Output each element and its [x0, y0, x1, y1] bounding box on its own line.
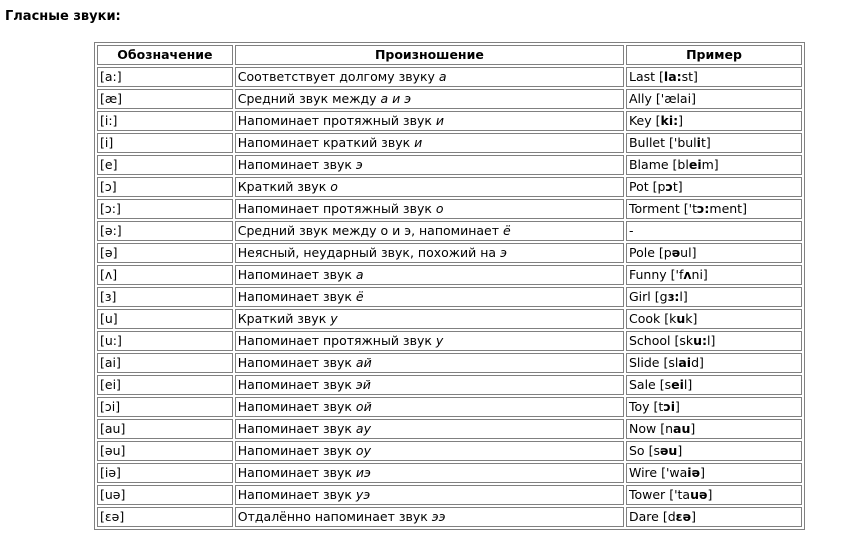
example-transcription-part: ai: [678, 355, 692, 370]
table-row: [97, 463, 802, 483]
cell-symbol: [ai]: [97, 353, 233, 373]
table-row: [97, 397, 802, 417]
example-word: Girl: [628, 289, 651, 304]
header-example: Пример: [626, 45, 802, 65]
example-word: Pole: [628, 245, 655, 260]
cell-symbol: [ei]: [97, 375, 233, 395]
cell-symbol: [au]: [97, 419, 233, 439]
cell-pronunciation: [235, 463, 624, 483]
example-word: Funny: [628, 267, 667, 282]
pronunciation-text: Средний звук между о и э, напоминает: [237, 223, 503, 238]
example-transcription-part: k]: [685, 311, 698, 326]
header-pronunciation: Произношение: [235, 45, 624, 65]
pronunciation-text: Напоминает звук: [237, 157, 356, 172]
header-symbol: Обозначение: [97, 45, 233, 65]
example-transcription-part: ni]: [691, 267, 708, 282]
cell-pronunciation: [235, 287, 624, 307]
cell-symbol: [i]: [97, 133, 233, 153]
pronunciation-text: Напоминает протяжный звук: [237, 201, 436, 216]
cell-pronunciation: [235, 67, 624, 87]
cell-symbol: [əu]: [97, 441, 233, 461]
cell-symbol: [ə:]: [97, 221, 233, 241]
pronunciation-hint: и: [435, 113, 444, 128]
table-row: [97, 133, 802, 153]
example-transcription-part: ɛə: [675, 509, 692, 524]
table-row: [97, 419, 802, 439]
pronunciation-hint: ой: [355, 399, 372, 414]
example-transcription-part: d]: [691, 355, 704, 370]
table-row: [97, 441, 802, 461]
cell-pronunciation: [235, 331, 624, 351]
example-transcription-part: ['f: [670, 267, 684, 282]
table-row: [97, 309, 802, 329]
cell-pronunciation: [235, 375, 624, 395]
example-transcription-part: m]: [701, 157, 719, 172]
example-transcription-part: ['ælai]: [655, 91, 696, 106]
pronunciation-hint: эй: [355, 377, 371, 392]
cell-symbol: [ɜ]: [97, 287, 233, 307]
pronunciation-hint: иэ: [355, 465, 371, 480]
pronunciation-hint: уэ: [355, 487, 371, 502]
example-transcription-part: [k: [664, 311, 677, 326]
pronunciation-text: Отдалённо напоминает звук: [237, 509, 432, 524]
example-transcription-part: ]: [677, 443, 683, 458]
example-word: Torment: [628, 201, 680, 216]
pronunciation-hint: и: [414, 135, 423, 150]
example-word: Bullet: [628, 135, 666, 150]
pronunciation-text: Напоминает звук: [237, 289, 356, 304]
example-transcription-part: [d: [662, 509, 676, 524]
cell-example: [626, 353, 802, 373]
cell-example: [626, 67, 802, 87]
example-transcription-part: [sk: [674, 333, 694, 348]
cell-symbol: [ɔ:]: [97, 199, 233, 219]
cell-pronunciation: [235, 309, 624, 329]
cell-pronunciation: [235, 111, 624, 131]
example-transcription-part: l]: [679, 289, 688, 304]
cell-pronunciation: [235, 419, 624, 439]
example-word: Toy: [628, 399, 650, 414]
example-transcription-part: ['ta: [669, 487, 691, 502]
table-row: [97, 177, 802, 197]
cell-example: [626, 419, 802, 439]
example-word: So: [628, 443, 645, 458]
cell-example: [626, 265, 802, 285]
cell-pronunciation: [235, 353, 624, 373]
example-transcription-part: t]: [700, 135, 711, 150]
example-transcription-part: ['bul: [669, 135, 697, 150]
example-transcription-part: u: [676, 311, 686, 326]
cell-example: [626, 397, 802, 417]
example-word: Sale: [628, 377, 656, 392]
pronunciation-hint: э: [500, 245, 507, 260]
cell-example: [626, 309, 802, 329]
pronunciation-text: Напоминает звук: [237, 421, 356, 436]
table-row: [97, 265, 802, 285]
example-transcription-part: [p: [652, 179, 666, 194]
example-transcription-part: ]: [678, 113, 684, 128]
table-row: [97, 89, 802, 109]
table-row: [97, 111, 802, 131]
table-row: [97, 287, 802, 307]
example-transcription-part: u:: [693, 333, 708, 348]
cell-pronunciation: [235, 177, 624, 197]
example-word: Blame: [628, 157, 669, 172]
example-transcription-part: ɔ: [665, 179, 673, 194]
example-transcription-part: ['t: [683, 201, 697, 216]
cell-symbol: [æ]: [97, 89, 233, 109]
example-transcription-part: ɜ:: [667, 289, 680, 304]
pronunciation-text: Напоминает звук: [237, 377, 356, 392]
pronunciation-text: Напоминает звук: [237, 443, 356, 458]
example-word: Last: [628, 69, 656, 84]
pronunciation-hint: а: [355, 267, 364, 282]
cell-symbol: [ɔi]: [97, 397, 233, 417]
cell-symbol: [uə]: [97, 485, 233, 505]
example-transcription-part: [p: [658, 245, 672, 260]
cell-symbol: [ə]: [97, 243, 233, 263]
cell-example: [626, 133, 802, 153]
cell-pronunciation: [235, 485, 624, 505]
example-transcription-part: i: [696, 135, 701, 150]
example-transcription-part: ment]: [709, 201, 747, 216]
pronunciation-text: Напоминает протяжный звук: [237, 113, 436, 128]
example-transcription-part: ]: [690, 421, 696, 436]
cell-pronunciation: [235, 507, 624, 527]
table-row: [97, 243, 802, 263]
pronunciation-hint: у: [330, 311, 338, 326]
cell-example: [626, 199, 802, 219]
pronunciation-hint: ау: [355, 421, 371, 436]
cell-example: [626, 441, 802, 461]
example-transcription-part: [s: [659, 377, 672, 392]
table-row: [97, 331, 802, 351]
example-transcription-part: ʌ: [683, 267, 692, 282]
table-row: [97, 375, 802, 395]
example-word: Dare: [628, 509, 659, 524]
cell-symbol: [iə]: [97, 463, 233, 483]
cell-example: [626, 375, 802, 395]
example-transcription-part: ə: [671, 245, 681, 260]
example-transcription-part: st]: [681, 69, 698, 84]
cell-example: [626, 331, 802, 351]
cell-pronunciation: [235, 243, 624, 263]
example-word: Cook: [628, 311, 661, 326]
cell-pronunciation: [235, 397, 624, 417]
example-transcription-part: la:: [663, 69, 682, 84]
table-row: [97, 353, 802, 373]
example-transcription-part: ki:: [660, 113, 679, 128]
pronunciation-hint: оу: [355, 443, 371, 458]
example-transcription-part: ul]: [680, 245, 697, 260]
cell-example: [626, 243, 802, 263]
pronunciation-text: Напоминает звук: [237, 487, 356, 502]
example-transcription-part: ['wa: [661, 465, 688, 480]
example-transcription-part: [bl: [672, 157, 689, 172]
pronunciation-hint: у: [435, 333, 444, 348]
vowels-table: [94, 42, 805, 530]
cell-symbol: [i:]: [97, 111, 233, 131]
pronunciation-hint: а: [438, 69, 447, 84]
pronunciation-text: Краткий звук: [237, 311, 331, 326]
cell-example: [626, 155, 802, 175]
example-transcription-part: ]: [700, 465, 705, 480]
example-transcription-part: əu: [659, 443, 678, 458]
example-word: Ally: [628, 91, 652, 106]
example-transcription-part: [: [655, 113, 661, 128]
pronunciation-text: Напоминает звук: [237, 267, 356, 282]
cell-pronunciation: [235, 133, 624, 153]
pronunciation-text: Напоминает звук: [237, 399, 356, 414]
example-transcription-part: [n: [660, 421, 674, 436]
cell-pronunciation: [235, 441, 624, 461]
cell-symbol: [ɔ]: [97, 177, 233, 197]
example-transcription-part: l]: [707, 333, 716, 348]
cell-example: [626, 89, 802, 109]
table-header-row: [97, 45, 802, 65]
example-transcription-part: ei: [671, 377, 684, 392]
cell-example: [626, 111, 802, 131]
pronunciation-text: Напоминает протяжный звук: [237, 333, 436, 348]
example-transcription-part: t]: [672, 179, 683, 194]
example-transcription-part: ]: [691, 509, 696, 524]
example-word: Now: [628, 421, 657, 436]
example-transcription-part: ei: [688, 157, 702, 172]
cell-example: [626, 287, 802, 307]
cell-symbol: [u:]: [97, 331, 233, 351]
pronunciation-text: Напоминает звук: [237, 355, 356, 370]
example-word: Slide: [628, 355, 660, 370]
cell-example: [626, 177, 802, 197]
pronunciation-hint: ё: [355, 289, 364, 304]
pronunciation-hint: ё: [503, 223, 511, 238]
cell-example: [626, 485, 802, 505]
table-row: [97, 221, 802, 241]
pronunciation-text: Напоминает краткий звук: [237, 135, 415, 150]
pronunciation-text: Соответствует долгому звуку: [237, 69, 439, 84]
example-word: School: [628, 333, 671, 348]
example-transcription-part: [g: [654, 289, 668, 304]
example-word: Pot: [628, 179, 649, 194]
example-transcription-part: [t: [653, 399, 664, 414]
pronunciation-hint: ээ: [431, 509, 446, 524]
pronunciation-hint: а и э: [380, 91, 412, 106]
table-row: [97, 67, 802, 87]
example-transcription-part: l]: [683, 377, 693, 392]
example-transcription-part: ]: [675, 399, 680, 414]
cell-pronunciation: [235, 89, 624, 109]
pronunciation-hint: о: [330, 179, 338, 194]
pronunciation-text: Напоминает звук: [237, 465, 356, 480]
example-word: -: [628, 223, 634, 238]
example-word: Key: [628, 113, 652, 128]
example-transcription-part: ɔ:: [696, 201, 710, 216]
cell-pronunciation: [235, 199, 624, 219]
table-row: [97, 507, 802, 527]
cell-pronunciation: [235, 221, 624, 241]
pronunciation-hint: ай: [355, 355, 372, 370]
table-row: [97, 485, 802, 505]
example-word: Wire: [628, 465, 658, 480]
example-transcription-part: [sl: [663, 355, 679, 370]
example-transcription-part: [s: [648, 443, 660, 458]
cell-example: [626, 463, 802, 483]
example-transcription-part: ɔi: [663, 399, 676, 414]
example-transcription-part: ]: [707, 487, 713, 502]
example-transcription-part: [: [659, 69, 664, 84]
pronunciation-hint: э: [355, 157, 363, 172]
example-transcription-part: iə: [687, 465, 701, 480]
cell-symbol: [ɛə]: [97, 507, 233, 527]
pronunciation-hint: о: [435, 201, 444, 216]
pronunciation-text: Краткий звук: [237, 179, 331, 194]
table-row: [97, 199, 802, 219]
cell-symbol: [ʌ]: [97, 265, 233, 285]
table-row: [97, 155, 802, 175]
example-transcription-part: uə: [690, 487, 708, 502]
cell-example: [626, 507, 802, 527]
cell-example: [626, 221, 802, 241]
example-transcription-part: au: [673, 421, 691, 436]
example-word: Tower: [628, 487, 666, 502]
pronunciation-text: Неясный, неударный звук, похожий на: [237, 245, 501, 260]
cell-symbol: [a:]: [97, 67, 233, 87]
cell-symbol: [u]: [97, 309, 233, 329]
cell-pronunciation: [235, 265, 624, 285]
cell-pronunciation: [235, 155, 624, 175]
page-heading: Гласные звуки:: [5, 9, 121, 24]
pronunciation-text: Средний звук между: [237, 91, 381, 106]
cell-symbol: [e]: [97, 155, 233, 175]
